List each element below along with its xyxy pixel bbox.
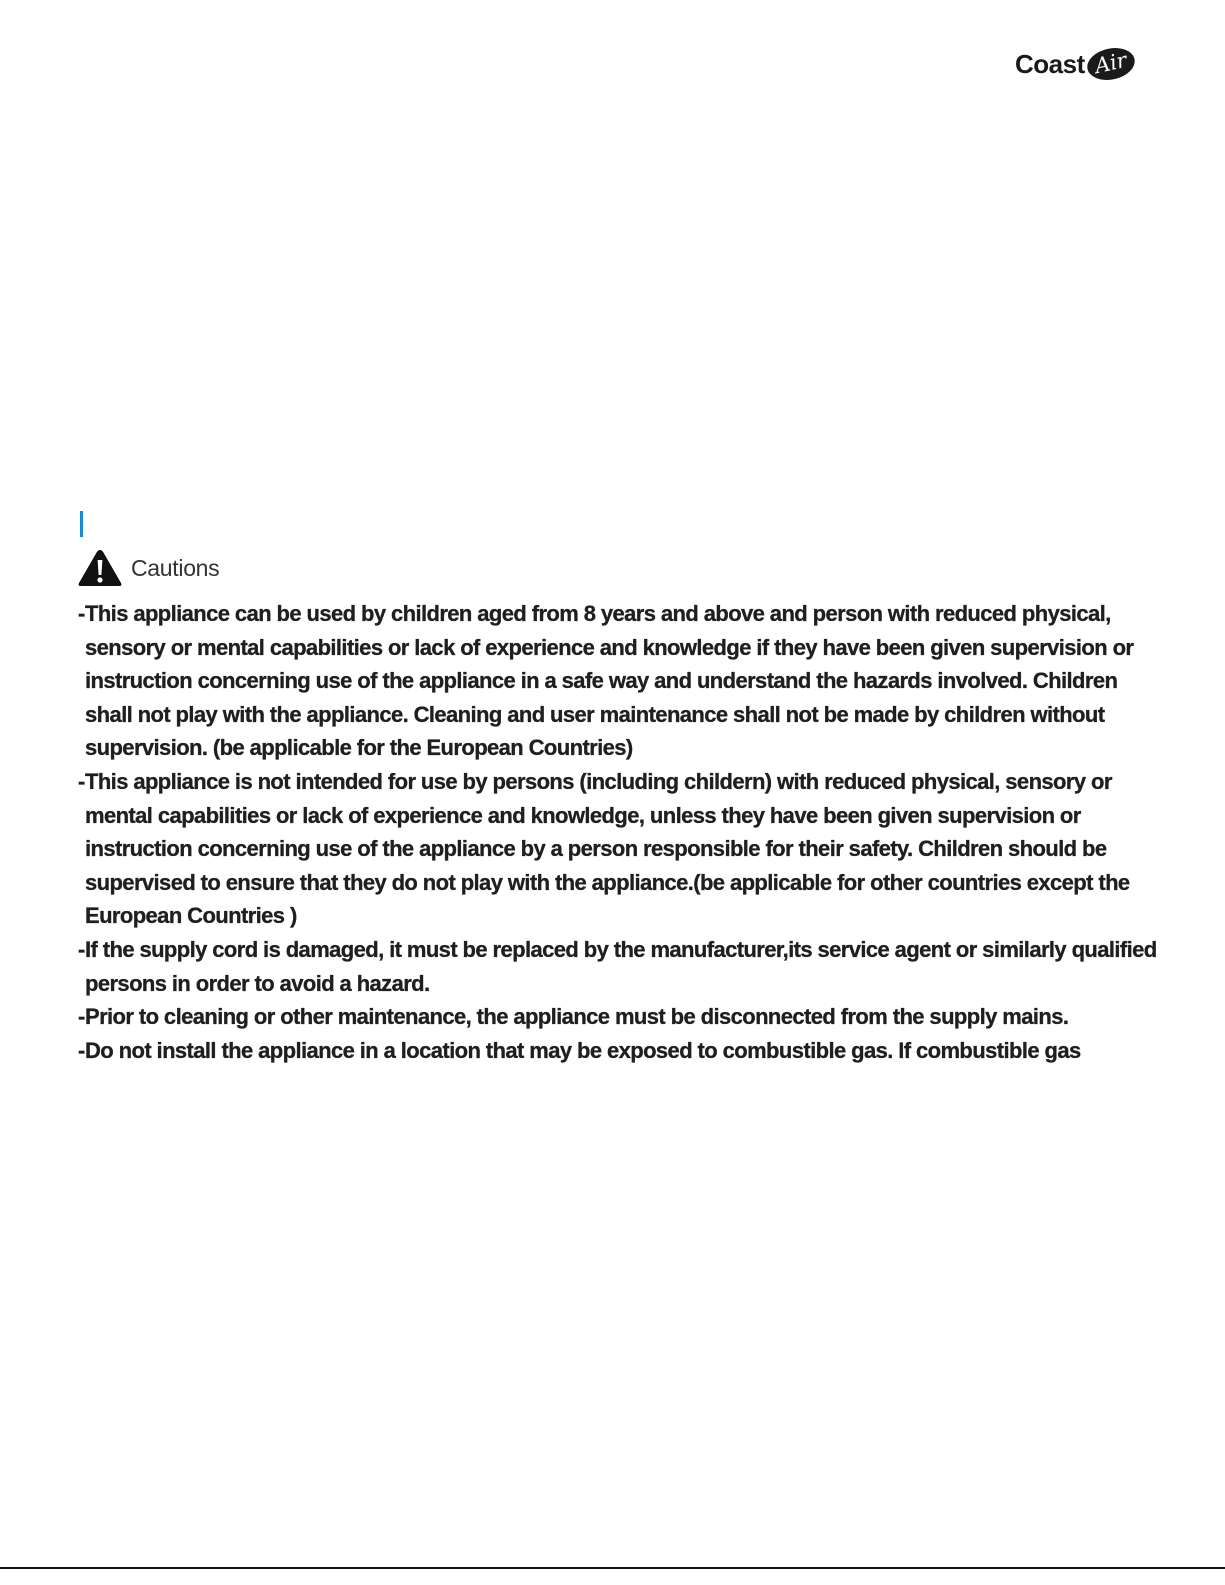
- list-item-text: Prior to cleaning or other maintenance, the appliance must be disconnected from the supply mains.: [85, 1004, 1069, 1030]
- section-marker: [80, 511, 83, 537]
- caution-item-children-other: - This appliance is not intended for use by persons (including childern) with reduced physical, sensory or mental capabilities or lack of experience and knowledge, unless they have been given supervision or instruction concerning use of the appliance by a person responsible for their safety. Children should be supervised to ensure that they do not play with the appliance.(be applicable for other countries except the European Countries ): [78, 768, 1130, 929]
- list-item-text: If the supply cord is damaged, it must be replaced by the manufacturer,its service agent or similarly qualified persons in order to avoid a hazard.: [85, 936, 1157, 996]
- cautions-title: Cautions: [131, 554, 220, 581]
- list-item-text: This appliance can be used by children aged from 8 years and above and person with reduced physical, sensory or mental capabilities or lack of experience and knowledge if they have been given supervision or instruction concerning use of the appliance in a safe way and understand the hazards involved. Children shall not play with the appliance. Cleaning and user maintenance shall not be made by children without supervision. (be applicable for the European Countries): [85, 601, 1134, 761]
- logo-wordmark: Coast: [1015, 48, 1085, 79]
- bottom-divider: [0, 1567, 1225, 1569]
- logo-badge-icon: [1086, 46, 1136, 82]
- list-item-text: Do not install the appliance in a location that may be exposed to combustible gas. If combustible gas: [85, 1037, 1081, 1063]
- cautions-list: [78, 597, 1158, 1067]
- warning-triangle-icon: [77, 548, 123, 588]
- cautions-heading: [77, 548, 219, 588]
- list-item-text: This appliance is not intended for use by persons (including childern) with reduced physical, sensory or mental capabilities or lack of experience and knowledge, unless they have been given supervision or instruction concerning use of the appliance by a person responsible for their safety. Children should be supervised to ensure that they do not play with the appliance.(be applicable for other countries except the European Countries ): [85, 768, 1130, 929]
- caution-item-combustible-gas: - Do not install the appliance in a location that may be exposed to combustible gas. If combustible gas: [78, 1037, 1081, 1063]
- caution-item-supply-cord: - If the supply cord is damaged, it must be replaced by the manufacturer,its service agent or similarly qualified persons in order to avoid a hazard.: [78, 936, 1157, 996]
- logo-badge-text: Air: [1092, 47, 1129, 79]
- brand-logo: [1015, 46, 1136, 82]
- caution-item-disconnect: - Prior to cleaning or other maintenance, the appliance must be disconnected from the supply mains.: [78, 1004, 1069, 1030]
- caution-item-children-eu: - This appliance can be used by children aged from 8 years and above and person with reduced physical, sensory or mental capabilities or lack of experience and knowledge if they have been given supervision or instruction concerning use of the appliance in a safe way and understand the hazards involved. Children shall not play with the appliance. Cleaning and user maintenance shall not be made by children without supervision. (be applicable for the European Countries): [78, 601, 1134, 761]
